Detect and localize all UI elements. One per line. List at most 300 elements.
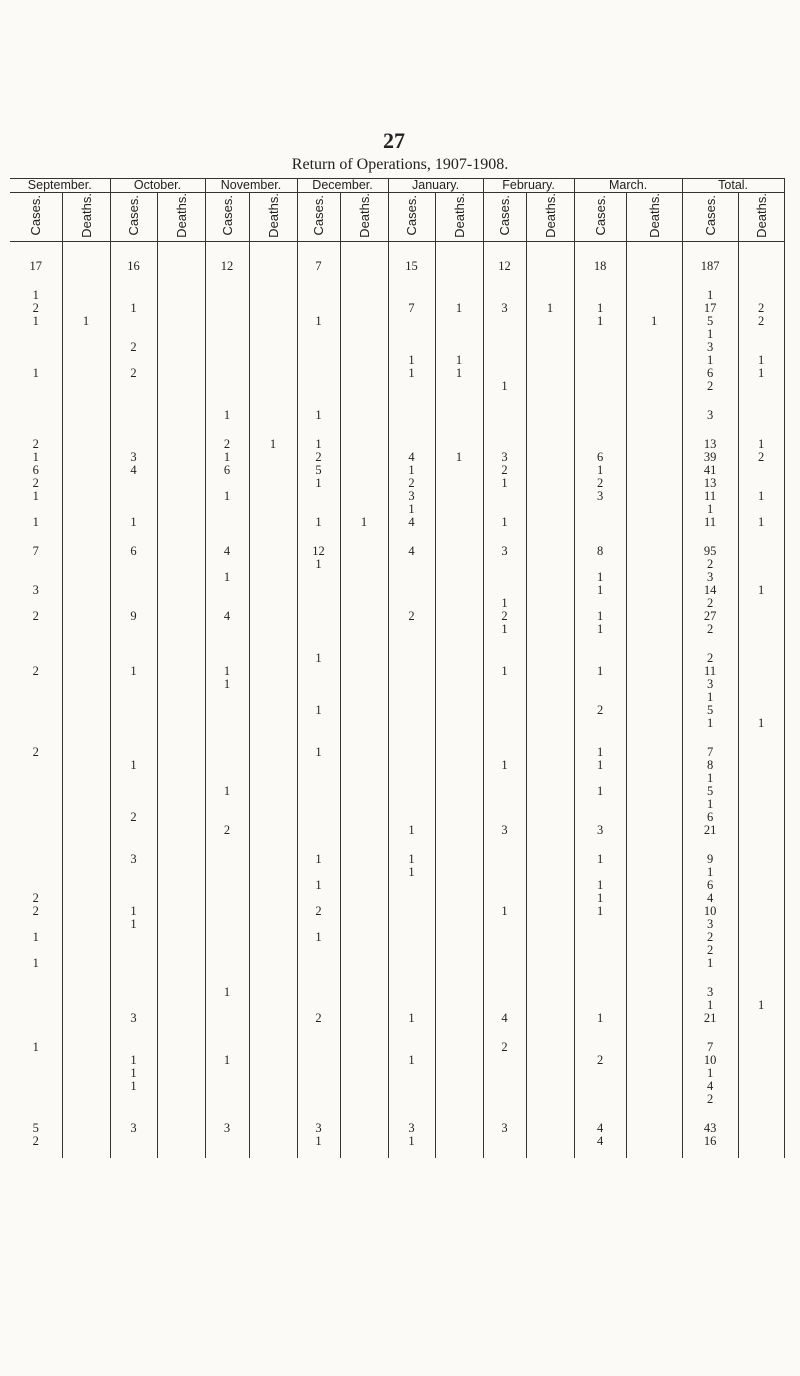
table-cell: 2 bbox=[297, 451, 340, 464]
table-cell bbox=[388, 772, 435, 785]
table-cell bbox=[249, 691, 297, 704]
table-cell bbox=[738, 853, 784, 866]
table-cell bbox=[626, 824, 682, 837]
table-cell bbox=[157, 785, 205, 798]
table-cell bbox=[435, 1012, 483, 1025]
table-cell bbox=[738, 571, 784, 584]
table-cell bbox=[62, 691, 110, 704]
table-cell: 1 bbox=[682, 866, 738, 879]
table-row bbox=[10, 1135, 784, 1148]
table-cell bbox=[435, 1135, 483, 1148]
table-cell: 1 bbox=[10, 367, 62, 380]
table-row bbox=[10, 490, 784, 503]
table-cell bbox=[626, 1135, 682, 1148]
table-cell bbox=[526, 853, 574, 866]
table-cell: 187 bbox=[682, 260, 738, 273]
table-cell bbox=[435, 772, 483, 785]
table-cell bbox=[110, 892, 157, 905]
table-cell bbox=[435, 652, 483, 665]
table-cell: 1 bbox=[62, 315, 110, 328]
table-cell bbox=[526, 354, 574, 367]
table-cell bbox=[388, 623, 435, 636]
table-cell bbox=[626, 260, 682, 273]
table-cell: 2 bbox=[388, 610, 435, 623]
table-cell bbox=[62, 260, 110, 273]
table-cell bbox=[157, 1135, 205, 1148]
table-cell: 1 bbox=[205, 490, 249, 503]
table-cell bbox=[340, 892, 388, 905]
table-cell bbox=[526, 652, 574, 665]
table-cell bbox=[62, 866, 110, 879]
table-cell bbox=[388, 1041, 435, 1054]
table-cell bbox=[340, 1093, 388, 1106]
table-cell bbox=[626, 438, 682, 451]
table-row bbox=[10, 516, 784, 529]
table-row bbox=[10, 1067, 784, 1080]
table-cell bbox=[626, 1122, 682, 1135]
table-cell: 1 bbox=[682, 1067, 738, 1080]
table-cell bbox=[340, 1012, 388, 1025]
table-cell bbox=[249, 571, 297, 584]
table-cell bbox=[388, 380, 435, 393]
table-cell: 1 bbox=[738, 354, 784, 367]
table-cell bbox=[297, 944, 340, 957]
table-cell bbox=[388, 931, 435, 944]
table-cell bbox=[62, 584, 110, 597]
table-cell bbox=[340, 623, 388, 636]
table-cell bbox=[388, 759, 435, 772]
table-cell bbox=[435, 545, 483, 558]
table-cell bbox=[483, 1135, 526, 1148]
table-cell: 1 bbox=[297, 746, 340, 759]
table-cell bbox=[483, 289, 526, 302]
table-cell bbox=[435, 892, 483, 905]
table-cell: 12 bbox=[483, 260, 526, 273]
table-cell bbox=[205, 1012, 249, 1025]
table-cell bbox=[157, 341, 205, 354]
table-cell: 8 bbox=[574, 545, 626, 558]
table-cell bbox=[62, 354, 110, 367]
table-cell: 2 bbox=[10, 892, 62, 905]
table-cell bbox=[526, 717, 574, 730]
table-cell: 2 bbox=[297, 1012, 340, 1025]
table-cell bbox=[62, 785, 110, 798]
table-cell bbox=[62, 678, 110, 691]
table-cell bbox=[738, 1012, 784, 1025]
table-cell bbox=[249, 289, 297, 302]
table-cell bbox=[388, 999, 435, 1012]
table-cell bbox=[483, 367, 526, 380]
table-cell bbox=[110, 558, 157, 571]
table-cell bbox=[10, 772, 62, 785]
table-cell bbox=[62, 380, 110, 393]
table-cell bbox=[62, 918, 110, 931]
table-cell: 1 bbox=[110, 1080, 157, 1093]
table-row bbox=[10, 409, 784, 422]
table-cell bbox=[249, 892, 297, 905]
table-row bbox=[10, 354, 784, 367]
table-cell bbox=[574, 691, 626, 704]
table-cell bbox=[626, 516, 682, 529]
table-cell bbox=[157, 999, 205, 1012]
table-cell bbox=[157, 597, 205, 610]
table-cell bbox=[483, 503, 526, 516]
table-cell bbox=[110, 678, 157, 691]
table-cell: 3 bbox=[483, 1122, 526, 1135]
table-cell bbox=[157, 931, 205, 944]
table-cell bbox=[738, 597, 784, 610]
table-cell: 1 bbox=[388, 1135, 435, 1148]
table-cell: 1 bbox=[483, 597, 526, 610]
table-cell bbox=[157, 824, 205, 837]
table-cell bbox=[62, 623, 110, 636]
cases-header: Cases. bbox=[592, 195, 608, 236]
table-cell bbox=[388, 315, 435, 328]
table-row bbox=[10, 477, 784, 490]
table-cell: 3 bbox=[574, 824, 626, 837]
table-cell bbox=[249, 1122, 297, 1135]
table-cell bbox=[738, 957, 784, 970]
table-cell bbox=[626, 746, 682, 759]
table-cell: 2 bbox=[388, 477, 435, 490]
table-cell bbox=[626, 905, 682, 918]
table-cell bbox=[526, 1122, 574, 1135]
table-cell bbox=[10, 597, 62, 610]
table-cell: 2 bbox=[483, 464, 526, 477]
table-cell bbox=[388, 798, 435, 811]
table-cell bbox=[62, 516, 110, 529]
table-cell bbox=[626, 610, 682, 623]
table-cell bbox=[738, 1122, 784, 1135]
table-cell bbox=[340, 315, 388, 328]
table-cell: 3 bbox=[388, 490, 435, 503]
table-cell bbox=[110, 957, 157, 970]
table-cell: 1 bbox=[682, 691, 738, 704]
table-cell bbox=[249, 957, 297, 970]
table-cell bbox=[157, 545, 205, 558]
table-cell bbox=[388, 892, 435, 905]
table-cell: 2 bbox=[10, 905, 62, 918]
table-cell: 3 bbox=[110, 1122, 157, 1135]
table-cell: 13 bbox=[682, 438, 738, 451]
table-cell: 5 bbox=[682, 785, 738, 798]
table-cell bbox=[297, 665, 340, 678]
table-cell bbox=[626, 623, 682, 636]
table-cell bbox=[157, 438, 205, 451]
table-cell: 1 bbox=[682, 717, 738, 730]
table-cell bbox=[526, 746, 574, 759]
table-cell bbox=[526, 772, 574, 785]
table-row bbox=[10, 289, 784, 302]
table-row bbox=[10, 1012, 784, 1025]
table-cell bbox=[526, 1080, 574, 1093]
table-cell bbox=[340, 772, 388, 785]
table-cell: 3 bbox=[682, 918, 738, 931]
table-cell: 1 bbox=[297, 409, 340, 422]
table-cell bbox=[626, 328, 682, 341]
table-row bbox=[10, 665, 784, 678]
table-cell bbox=[526, 785, 574, 798]
table-cell bbox=[297, 490, 340, 503]
table-cell: 1 bbox=[110, 905, 157, 918]
table-cell: 2 bbox=[483, 1041, 526, 1054]
table-cell: 1 bbox=[110, 302, 157, 315]
table-cell: 16 bbox=[682, 1135, 738, 1148]
month-header: Total. bbox=[682, 179, 784, 193]
month-header: October. bbox=[110, 179, 205, 193]
table-cell bbox=[205, 341, 249, 354]
table-cell bbox=[435, 584, 483, 597]
table-cell: 1 bbox=[297, 853, 340, 866]
table-cell bbox=[626, 1041, 682, 1054]
table-cell bbox=[738, 918, 784, 931]
table-cell: 4 bbox=[110, 464, 157, 477]
table-cell: 1 bbox=[483, 905, 526, 918]
table-cell: 6 bbox=[205, 464, 249, 477]
table-cell bbox=[10, 704, 62, 717]
table-cell bbox=[249, 341, 297, 354]
table-cell: 1 bbox=[738, 490, 784, 503]
table-cell bbox=[340, 1054, 388, 1067]
table-cell bbox=[10, 341, 62, 354]
table-cell bbox=[526, 260, 574, 273]
table-cell bbox=[110, 409, 157, 422]
table-cell: 1 bbox=[297, 704, 340, 717]
table-cell bbox=[249, 704, 297, 717]
table-cell bbox=[157, 1012, 205, 1025]
table-cell: 1 bbox=[574, 665, 626, 678]
table-cell bbox=[62, 879, 110, 892]
table-cell bbox=[157, 866, 205, 879]
cases-header: Cases. bbox=[311, 195, 327, 236]
table-cell bbox=[526, 610, 574, 623]
table-cell: 1 bbox=[435, 354, 483, 367]
table-cell: 1 bbox=[738, 584, 784, 597]
table-cell bbox=[249, 879, 297, 892]
table-cell bbox=[526, 571, 574, 584]
table-cell bbox=[388, 691, 435, 704]
table-cell bbox=[110, 315, 157, 328]
table-row bbox=[10, 1054, 784, 1067]
table-cell: 1 bbox=[574, 785, 626, 798]
table-cell bbox=[249, 623, 297, 636]
table-row bbox=[10, 438, 784, 451]
table-cell bbox=[205, 623, 249, 636]
table-cell: 3 bbox=[297, 1122, 340, 1135]
table-cell bbox=[388, 811, 435, 824]
table-cell bbox=[157, 892, 205, 905]
table-cell: 3 bbox=[483, 302, 526, 315]
table-cell bbox=[62, 986, 110, 999]
table-cell bbox=[340, 853, 388, 866]
table-cell: 7 bbox=[682, 746, 738, 759]
table-cell bbox=[249, 380, 297, 393]
table-cell bbox=[435, 328, 483, 341]
table-cell bbox=[626, 451, 682, 464]
table-cell bbox=[388, 785, 435, 798]
table-cell bbox=[626, 717, 682, 730]
cases-header: Cases. bbox=[404, 195, 420, 236]
table-cell: 3 bbox=[110, 853, 157, 866]
table-cell: 5 bbox=[297, 464, 340, 477]
table-cell: 2 bbox=[738, 315, 784, 328]
table-cell bbox=[110, 691, 157, 704]
table-cell bbox=[626, 853, 682, 866]
table-cell: 7 bbox=[682, 1041, 738, 1054]
table-cell: 2 bbox=[205, 438, 249, 451]
table-row bbox=[10, 558, 784, 571]
table-cell bbox=[249, 558, 297, 571]
table-cell bbox=[10, 944, 62, 957]
table-cell: 4 bbox=[205, 545, 249, 558]
table-cell bbox=[249, 477, 297, 490]
table-cell bbox=[574, 516, 626, 529]
table-row bbox=[10, 571, 784, 584]
table-cell bbox=[62, 503, 110, 516]
table-cell bbox=[526, 1067, 574, 1080]
table-cell bbox=[626, 785, 682, 798]
table-cell bbox=[340, 409, 388, 422]
table-cell: 15 bbox=[388, 260, 435, 273]
table-cell bbox=[435, 597, 483, 610]
table-cell bbox=[388, 944, 435, 957]
table-cell bbox=[205, 367, 249, 380]
table-cell bbox=[157, 853, 205, 866]
table-cell bbox=[157, 944, 205, 957]
table-cell bbox=[626, 1054, 682, 1067]
table-cell bbox=[388, 341, 435, 354]
table-cell bbox=[388, 571, 435, 584]
table-cell bbox=[435, 516, 483, 529]
table-cell bbox=[526, 409, 574, 422]
table-cell bbox=[62, 597, 110, 610]
table-cell bbox=[62, 545, 110, 558]
table-cell bbox=[435, 931, 483, 944]
table-cell bbox=[249, 584, 297, 597]
table-cell bbox=[157, 289, 205, 302]
table-cell bbox=[249, 944, 297, 957]
table-cell bbox=[626, 665, 682, 678]
table-cell bbox=[205, 866, 249, 879]
page-number: 27 bbox=[383, 128, 405, 153]
table-cell: 1 bbox=[205, 678, 249, 691]
table-row bbox=[10, 905, 784, 918]
table-cell bbox=[10, 652, 62, 665]
table-cell: 1 bbox=[110, 665, 157, 678]
table-cell bbox=[249, 746, 297, 759]
table-cell: 2 bbox=[483, 610, 526, 623]
table-cell bbox=[340, 545, 388, 558]
table-cell bbox=[110, 289, 157, 302]
table-cell bbox=[626, 464, 682, 477]
table-row bbox=[10, 341, 784, 354]
table-cell bbox=[297, 380, 340, 393]
table-cell: 3 bbox=[682, 341, 738, 354]
table-cell bbox=[738, 811, 784, 824]
table-cell bbox=[526, 944, 574, 957]
table-cell bbox=[388, 652, 435, 665]
table-cell: 1 bbox=[738, 367, 784, 380]
table-cell: 2 bbox=[682, 652, 738, 665]
table-cell bbox=[205, 516, 249, 529]
table-cell bbox=[110, 1041, 157, 1054]
table-cell: 9 bbox=[682, 853, 738, 866]
table-cell: 2 bbox=[110, 341, 157, 354]
table-cell bbox=[157, 1054, 205, 1067]
table-cell bbox=[62, 1041, 110, 1054]
table-cell bbox=[340, 918, 388, 931]
operations-table bbox=[10, 178, 785, 1158]
table-cell bbox=[626, 772, 682, 785]
table-cell bbox=[574, 1067, 626, 1080]
table-cell bbox=[62, 811, 110, 824]
table-cell bbox=[157, 704, 205, 717]
table-cell bbox=[388, 957, 435, 970]
table-row bbox=[10, 451, 784, 464]
table-cell bbox=[340, 986, 388, 999]
table-cell bbox=[340, 1080, 388, 1093]
table-cell bbox=[249, 785, 297, 798]
table-cell bbox=[205, 957, 249, 970]
table-cell: 2 bbox=[10, 1135, 62, 1148]
table-cell bbox=[574, 438, 626, 451]
table-cell bbox=[205, 704, 249, 717]
table-cell bbox=[435, 918, 483, 931]
table-cell bbox=[10, 879, 62, 892]
table-cell bbox=[435, 1041, 483, 1054]
table-cell: 1 bbox=[205, 986, 249, 999]
table-cell bbox=[626, 289, 682, 302]
table-row bbox=[10, 986, 784, 999]
table-cell bbox=[62, 999, 110, 1012]
table-cell bbox=[574, 918, 626, 931]
table-row bbox=[10, 584, 784, 597]
table-cell bbox=[483, 558, 526, 571]
deaths-header: Deaths. bbox=[451, 193, 467, 238]
table-cell bbox=[574, 717, 626, 730]
table-cell: 1 bbox=[574, 1012, 626, 1025]
table-cell bbox=[340, 746, 388, 759]
table-cell bbox=[249, 315, 297, 328]
table-cell bbox=[526, 1093, 574, 1106]
table-cell bbox=[435, 341, 483, 354]
table-cell: 2 bbox=[738, 451, 784, 464]
table-cell bbox=[205, 1135, 249, 1148]
table-cell: 1 bbox=[10, 1041, 62, 1054]
table-cell bbox=[110, 623, 157, 636]
table-cell: 7 bbox=[388, 302, 435, 315]
table-cell bbox=[10, 1012, 62, 1025]
table-row bbox=[10, 798, 784, 811]
table-cell bbox=[297, 623, 340, 636]
table-cell bbox=[62, 892, 110, 905]
table-cell bbox=[249, 772, 297, 785]
table-cell bbox=[297, 597, 340, 610]
table-cell bbox=[62, 438, 110, 451]
table-cell bbox=[205, 1080, 249, 1093]
table-cell bbox=[738, 824, 784, 837]
table-cell bbox=[157, 409, 205, 422]
table-cell bbox=[249, 490, 297, 503]
table-cell bbox=[157, 1122, 205, 1135]
table-cell bbox=[62, 610, 110, 623]
table-cell bbox=[738, 341, 784, 354]
table-cell: 6 bbox=[110, 545, 157, 558]
table-cell bbox=[110, 354, 157, 367]
table-row bbox=[10, 380, 784, 393]
table-cell bbox=[526, 1054, 574, 1067]
table-cell bbox=[340, 652, 388, 665]
